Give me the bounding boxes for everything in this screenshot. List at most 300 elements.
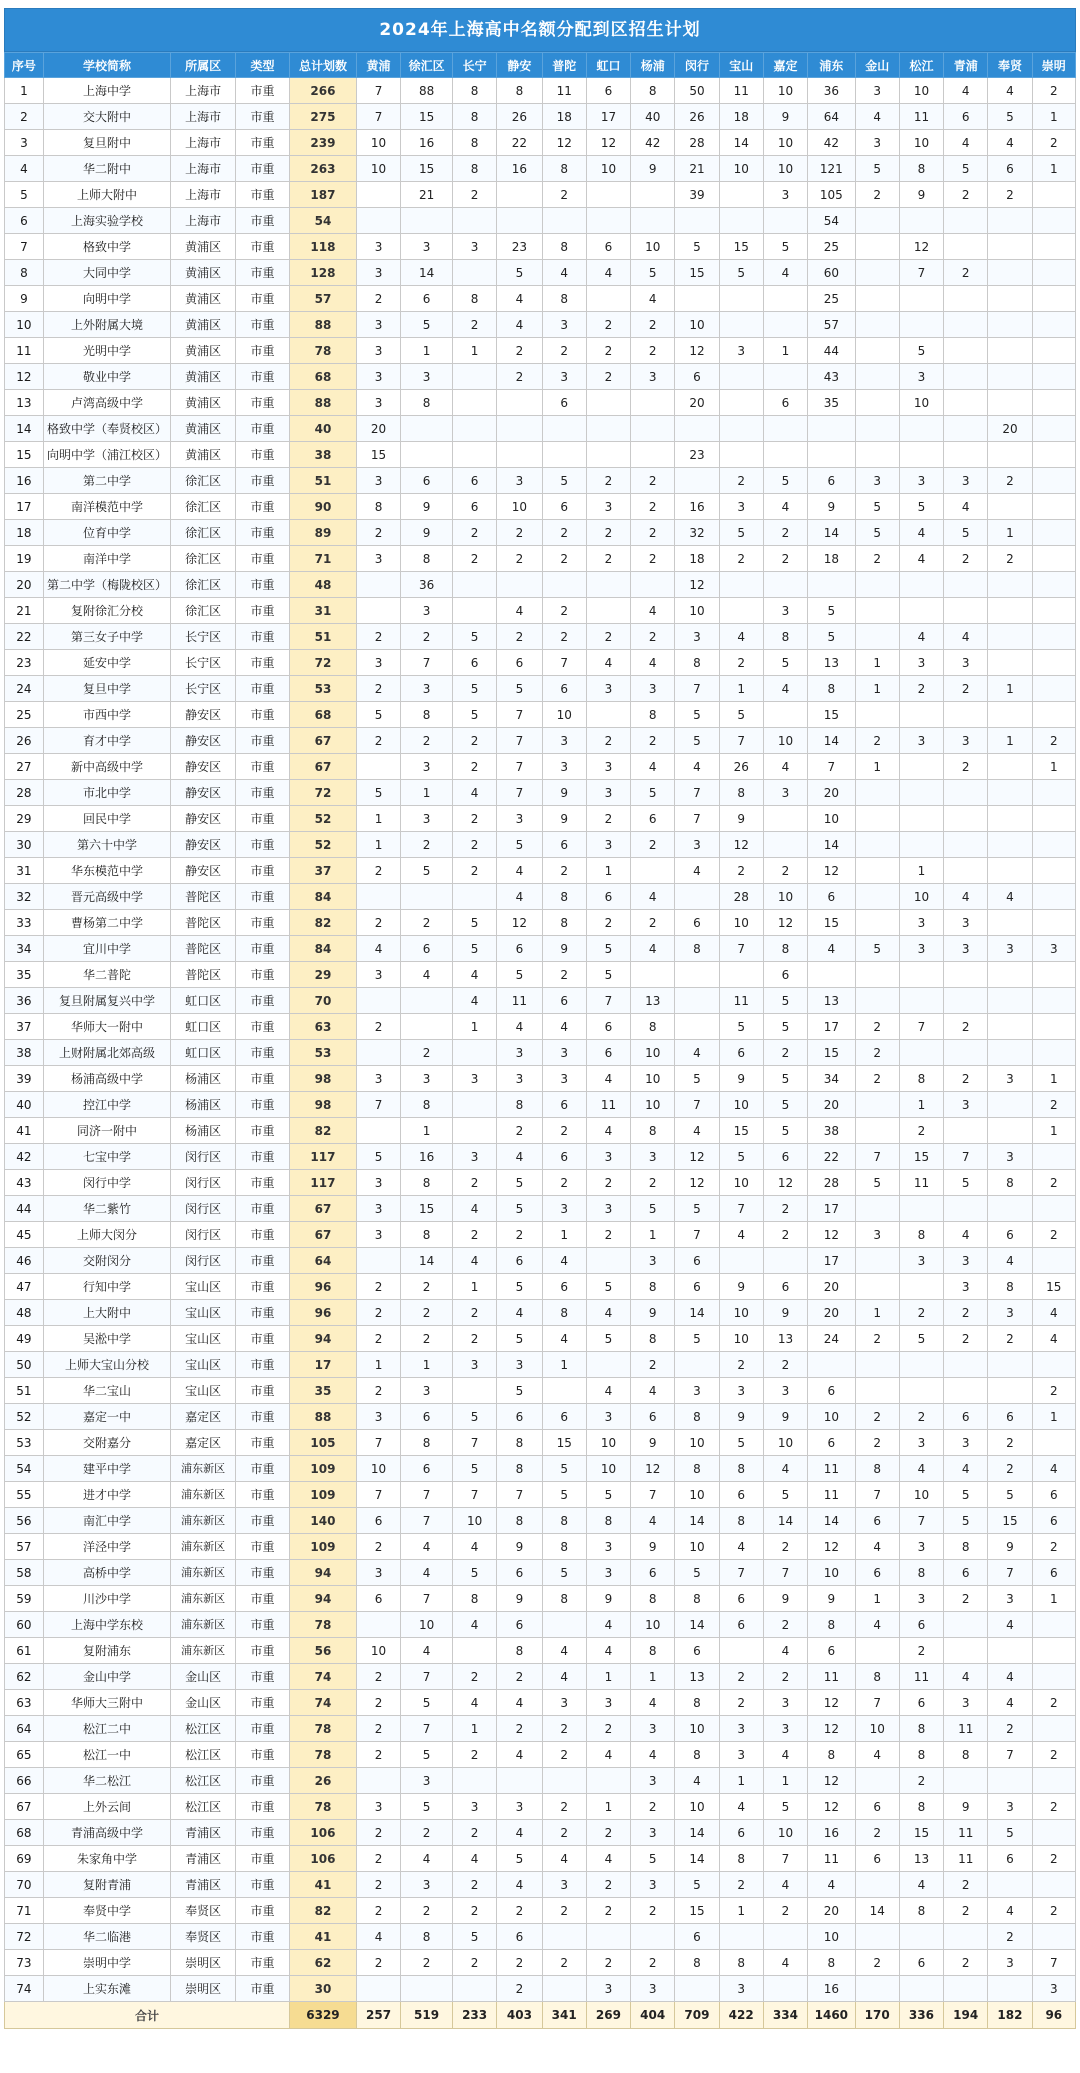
school-district: 徐汇区 [171, 572, 236, 598]
school-name: 上海中学东校 [43, 1612, 170, 1638]
district-quota: 8 [899, 1066, 943, 1092]
district-quota: 9 [542, 936, 586, 962]
table-row [5, 858, 1076, 884]
district-quota: 12 [808, 858, 856, 884]
district-quota: 12 [899, 234, 943, 260]
district-quota: 6 [452, 650, 496, 676]
district-quota: 5 [719, 1014, 763, 1040]
district-quota: 44 [808, 338, 856, 364]
district-quota: 2 [944, 1872, 988, 1898]
row-index: 37 [5, 1014, 44, 1040]
district-quota: 5 [631, 1196, 675, 1222]
school-district: 上海市 [171, 104, 236, 130]
total-quota: 98 [289, 1092, 356, 1118]
district-quota [855, 260, 899, 286]
district-quota: 11 [944, 1820, 988, 1846]
district-quota: 7 [719, 728, 763, 754]
district-quota: 8 [899, 1716, 943, 1742]
district-quota: 3 [356, 1196, 400, 1222]
column-header: 虹口 [586, 53, 630, 78]
district-quota: 9 [988, 1534, 1032, 1560]
row-index: 71 [5, 1898, 44, 1924]
district-quota: 4 [452, 962, 496, 988]
total-quota: 31 [289, 598, 356, 624]
total-quota: 94 [289, 1560, 356, 1586]
district-quota: 2 [631, 832, 675, 858]
table-row [5, 988, 1076, 1014]
district-quota: 2 [356, 910, 400, 936]
district-quota: 14 [401, 260, 453, 286]
table-row [5, 650, 1076, 676]
school-district: 宝山区 [171, 1326, 236, 1352]
district-quota [944, 1768, 988, 1794]
district-quota: 8 [808, 676, 856, 702]
district-quota: 3 [542, 754, 586, 780]
district-quota: 8 [401, 1430, 453, 1456]
district-quota [1032, 390, 1075, 416]
column-header: 杨浦 [631, 53, 675, 78]
table-row [5, 1794, 1076, 1820]
district-quota: 26 [719, 754, 763, 780]
district-quota: 8 [401, 390, 453, 416]
row-index: 38 [5, 1040, 44, 1066]
district-quota [401, 416, 453, 442]
district-quota [356, 1976, 400, 2002]
district-quota: 5 [675, 1560, 719, 1586]
district-quota: 8 [944, 1742, 988, 1768]
table-row [5, 1482, 1076, 1508]
district-quota [855, 962, 899, 988]
district-quota: 5 [452, 910, 496, 936]
district-quota: 8 [719, 780, 763, 806]
school-district: 虹口区 [171, 1014, 236, 1040]
school-type: 市重 [236, 1534, 290, 1560]
district-quota: 2 [1032, 1846, 1075, 1872]
district-quota: 4 [356, 1924, 400, 1950]
district-quota: 4 [988, 1898, 1032, 1924]
district-quota: 15 [719, 1118, 763, 1144]
district-quota: 8 [401, 546, 453, 572]
school-district: 长宁区 [171, 650, 236, 676]
district-quota: 9 [899, 182, 943, 208]
district-quota [855, 1638, 899, 1664]
district-quota: 8 [631, 1638, 675, 1664]
district-quota: 2 [542, 962, 586, 988]
district-quota: 2 [356, 1898, 400, 1924]
district-quota: 10 [899, 884, 943, 910]
total-quota: 35 [289, 1378, 356, 1404]
district-quota: 3 [631, 1976, 675, 2002]
row-index: 22 [5, 624, 44, 650]
district-quota: 9 [763, 1300, 807, 1326]
district-quota [1032, 1768, 1075, 1794]
district-quota: 18 [808, 546, 856, 572]
district-quota: 15 [719, 234, 763, 260]
district-quota: 4 [988, 130, 1032, 156]
school-type: 市重 [236, 572, 290, 598]
district-quota [452, 1378, 496, 1404]
row-index: 31 [5, 858, 44, 884]
district-quota: 6 [988, 1846, 1032, 1872]
district-quota: 1 [542, 1222, 586, 1248]
district-quota: 5 [452, 1456, 496, 1482]
district-quota: 2 [1032, 1534, 1075, 1560]
district-quota [988, 780, 1032, 806]
district-quota: 1 [988, 728, 1032, 754]
total-quota: 38 [289, 442, 356, 468]
district-quota: 14 [401, 1248, 453, 1274]
total-quota: 62 [289, 1950, 356, 1976]
school-type: 市重 [236, 1690, 290, 1716]
district-quota: 6 [401, 936, 453, 962]
district-quota [452, 260, 496, 286]
district-quota [675, 286, 719, 312]
district-quota: 1 [401, 1352, 453, 1378]
district-quota: 10 [808, 806, 856, 832]
district-quota [719, 312, 763, 338]
school-district: 崇明区 [171, 1950, 236, 1976]
school-name: 川沙中学 [43, 1586, 170, 1612]
district-quota: 4 [452, 1846, 496, 1872]
total-quota: 105 [289, 1430, 356, 1456]
total-quota: 72 [289, 650, 356, 676]
district-quota: 35 [808, 390, 856, 416]
district-quota: 5 [763, 1794, 807, 1820]
district-quota: 1 [719, 1898, 763, 1924]
district-quota: 7 [401, 1586, 453, 1612]
district-quota [944, 806, 988, 832]
school-type: 市重 [236, 104, 290, 130]
district-quota: 6 [497, 936, 542, 962]
district-quota: 3 [586, 1404, 630, 1430]
district-quota [855, 910, 899, 936]
table-row [5, 1222, 1076, 1248]
school-district: 黄浦区 [171, 286, 236, 312]
column-header: 青浦 [944, 53, 988, 78]
district-quota: 11 [808, 1482, 856, 1508]
district-quota: 4 [763, 1456, 807, 1482]
district-quota: 11 [899, 104, 943, 130]
school-district: 闵行区 [171, 1170, 236, 1196]
district-quota: 6 [542, 1092, 586, 1118]
district-quota: 1 [988, 520, 1032, 546]
district-quota [944, 1040, 988, 1066]
district-quota: 4 [542, 1638, 586, 1664]
district-quota: 4 [808, 936, 856, 962]
row-index: 55 [5, 1482, 44, 1508]
district-quota: 2 [586, 1820, 630, 1846]
district-quota [1032, 338, 1075, 364]
district-quota: 2 [631, 1950, 675, 1976]
school-district: 上海市 [171, 78, 236, 104]
district-quota: 3 [899, 364, 943, 390]
row-index: 34 [5, 936, 44, 962]
district-quota: 4 [497, 884, 542, 910]
school-district: 宝山区 [171, 1378, 236, 1404]
district-quota: 9 [763, 1404, 807, 1430]
district-quota: 2 [586, 364, 630, 390]
district-quota: 2 [899, 1300, 943, 1326]
district-quota: 2 [356, 1300, 400, 1326]
district-quota: 60 [808, 260, 856, 286]
row-index: 15 [5, 442, 44, 468]
district-quota: 6 [675, 1248, 719, 1274]
district-quota [855, 572, 899, 598]
district-quota: 5 [497, 676, 542, 702]
district-quota: 7 [586, 988, 630, 1014]
district-quota: 2 [944, 1014, 988, 1040]
district-quota: 1 [356, 832, 400, 858]
district-quota: 2 [719, 546, 763, 572]
school-type: 市重 [236, 1404, 290, 1430]
district-quota [452, 364, 496, 390]
district-quota [988, 286, 1032, 312]
district-quota: 2 [542, 1170, 586, 1196]
district-quota: 6 [675, 1274, 719, 1300]
district-quota: 3 [899, 1586, 943, 1612]
district-quota: 2 [631, 624, 675, 650]
table-row [5, 260, 1076, 286]
district-quota: 3 [586, 1196, 630, 1222]
district-quota: 14 [675, 1300, 719, 1326]
school-name: 新中高级中学 [43, 754, 170, 780]
school-district: 宝山区 [171, 1300, 236, 1326]
district-quota: 8 [542, 1508, 586, 1534]
district-quota: 3 [675, 832, 719, 858]
column-header: 序号 [5, 53, 44, 78]
district-quota [1032, 884, 1075, 910]
district-quota [586, 182, 630, 208]
district-quota [356, 988, 400, 1014]
district-quota: 18 [542, 104, 586, 130]
district-total: 257 [356, 2002, 400, 2029]
district-quota: 12 [675, 1144, 719, 1170]
district-quota: 8 [542, 1586, 586, 1612]
total-quota: 53 [289, 1040, 356, 1066]
total-quota: 78 [289, 1612, 356, 1638]
district-quota: 2 [497, 1898, 542, 1924]
school-name: 上海实验学校 [43, 208, 170, 234]
district-quota [631, 390, 675, 416]
district-quota [855, 988, 899, 1014]
district-quota: 6 [542, 832, 586, 858]
district-quota: 2 [586, 546, 630, 572]
district-quota: 7 [808, 754, 856, 780]
school-name: 朱家角中学 [43, 1846, 170, 1872]
table-row [5, 520, 1076, 546]
district-quota: 12 [808, 1690, 856, 1716]
district-quota [1032, 312, 1075, 338]
district-quota: 3 [855, 78, 899, 104]
district-quota: 2 [763, 858, 807, 884]
district-quota: 8 [401, 702, 453, 728]
district-total: 404 [631, 2002, 675, 2029]
total-quota: 117 [289, 1170, 356, 1196]
district-quota [763, 208, 807, 234]
district-quota: 5 [586, 936, 630, 962]
row-index: 19 [5, 546, 44, 572]
school-name: 向明中学（浦江校区） [43, 442, 170, 468]
school-type: 市重 [236, 910, 290, 936]
district-quota: 9 [944, 1794, 988, 1820]
district-quota: 5 [988, 1820, 1032, 1846]
district-quota: 7 [631, 1482, 675, 1508]
district-quota: 2 [855, 1950, 899, 1976]
district-quota [719, 572, 763, 598]
district-quota [1032, 182, 1075, 208]
district-quota [1032, 806, 1075, 832]
row-index: 1 [5, 78, 44, 104]
school-district: 青浦区 [171, 1820, 236, 1846]
district-quota: 6 [497, 1404, 542, 1430]
district-quota [808, 572, 856, 598]
district-quota: 8 [542, 1534, 586, 1560]
district-total: 334 [763, 2002, 807, 2029]
district-quota: 88 [401, 78, 453, 104]
district-quota: 15 [808, 1040, 856, 1066]
district-quota [1032, 650, 1075, 676]
district-quota: 4 [586, 1846, 630, 1872]
district-quota [944, 364, 988, 390]
district-quota: 14 [808, 520, 856, 546]
school-name: 七宝中学 [43, 1144, 170, 1170]
table-row [5, 1430, 1076, 1456]
district-quota [855, 1872, 899, 1898]
district-quota: 9 [719, 806, 763, 832]
row-index: 48 [5, 1300, 44, 1326]
district-quota [631, 962, 675, 988]
district-quota: 8 [808, 1742, 856, 1768]
district-quota: 3 [542, 1066, 586, 1092]
school-type: 市重 [236, 1794, 290, 1820]
school-type: 市重 [236, 286, 290, 312]
district-total: 341 [542, 2002, 586, 2029]
district-quota: 12 [675, 572, 719, 598]
district-quota: 15 [675, 260, 719, 286]
district-quota: 8 [631, 1586, 675, 1612]
table-row [5, 624, 1076, 650]
school-type: 市重 [236, 1898, 290, 1924]
district-quota: 2 [855, 1430, 899, 1456]
district-quota [1032, 624, 1075, 650]
district-quota: 6 [808, 1430, 856, 1456]
table-row [5, 1560, 1076, 1586]
district-quota: 8 [899, 1794, 943, 1820]
school-type: 市重 [236, 1222, 290, 1248]
district-quota: 8 [675, 1586, 719, 1612]
district-quota: 5 [944, 1170, 988, 1196]
district-quota [542, 442, 586, 468]
row-index: 10 [5, 312, 44, 338]
district-quota [542, 416, 586, 442]
district-quota: 16 [808, 1976, 856, 2002]
district-quota: 9 [542, 780, 586, 806]
district-quota: 6 [763, 390, 807, 416]
school-district: 黄浦区 [171, 416, 236, 442]
district-quota: 1 [855, 676, 899, 702]
district-quota: 1 [855, 754, 899, 780]
district-quota: 2 [631, 728, 675, 754]
school-name: 育才中学 [43, 728, 170, 754]
district-quota: 5 [763, 988, 807, 1014]
district-quota [675, 1352, 719, 1378]
district-quota: 7 [763, 1846, 807, 1872]
school-district: 闵行区 [171, 1144, 236, 1170]
district-quota: 2 [356, 1820, 400, 1846]
district-quota: 6 [719, 1820, 763, 1846]
total-quota: 84 [289, 884, 356, 910]
district-quota: 25 [808, 286, 856, 312]
district-quota [1032, 364, 1075, 390]
total-quota: 67 [289, 1196, 356, 1222]
table-row [5, 208, 1076, 234]
district-quota: 5 [719, 260, 763, 286]
district-quota: 16 [401, 1144, 453, 1170]
school-district: 静安区 [171, 858, 236, 884]
district-quota: 4 [452, 1612, 496, 1638]
district-quota: 3 [586, 1534, 630, 1560]
school-district: 长宁区 [171, 624, 236, 650]
school-name: 上大附中 [43, 1300, 170, 1326]
district-quota: 6 [855, 1846, 899, 1872]
district-quota: 4 [452, 1690, 496, 1716]
district-quota: 11 [497, 988, 542, 1014]
district-quota: 3 [452, 1352, 496, 1378]
district-quota [1032, 962, 1075, 988]
table-row [5, 1456, 1076, 1482]
district-quota [675, 208, 719, 234]
district-quota [497, 416, 542, 442]
district-quota: 10 [675, 1482, 719, 1508]
district-quota: 2 [631, 546, 675, 572]
district-quota [988, 1040, 1032, 1066]
district-quota: 2 [452, 754, 496, 780]
district-quota: 2 [719, 650, 763, 676]
district-quota: 18 [719, 104, 763, 130]
district-quota [719, 1638, 763, 1664]
district-quota: 5 [855, 936, 899, 962]
school-district: 奉贤区 [171, 1898, 236, 1924]
school-type: 市重 [236, 1326, 290, 1352]
school-district: 宝山区 [171, 1352, 236, 1378]
district-quota: 2 [1032, 1742, 1075, 1768]
school-name: 宜川中学 [43, 936, 170, 962]
table-row [5, 1118, 1076, 1144]
district-quota: 3 [631, 1716, 675, 1742]
district-quota: 5 [675, 702, 719, 728]
school-type: 市重 [236, 1846, 290, 1872]
district-quota: 6 [586, 234, 630, 260]
district-quota: 10 [808, 1560, 856, 1586]
school-name: 华二临港 [43, 1924, 170, 1950]
district-quota: 2 [1032, 1170, 1075, 1196]
row-index: 29 [5, 806, 44, 832]
row-index: 60 [5, 1612, 44, 1638]
district-quota [988, 754, 1032, 780]
district-quota [542, 572, 586, 598]
district-quota: 8 [497, 1430, 542, 1456]
district-quota [542, 1768, 586, 1794]
district-quota: 5 [808, 598, 856, 624]
total-quota: 74 [289, 1690, 356, 1716]
district-quota: 7 [719, 936, 763, 962]
school-type: 市重 [236, 754, 290, 780]
district-quota: 15 [808, 702, 856, 728]
table-row [5, 1066, 1076, 1092]
table-row [5, 1508, 1076, 1534]
table-row [5, 494, 1076, 520]
district-quota: 23 [675, 442, 719, 468]
